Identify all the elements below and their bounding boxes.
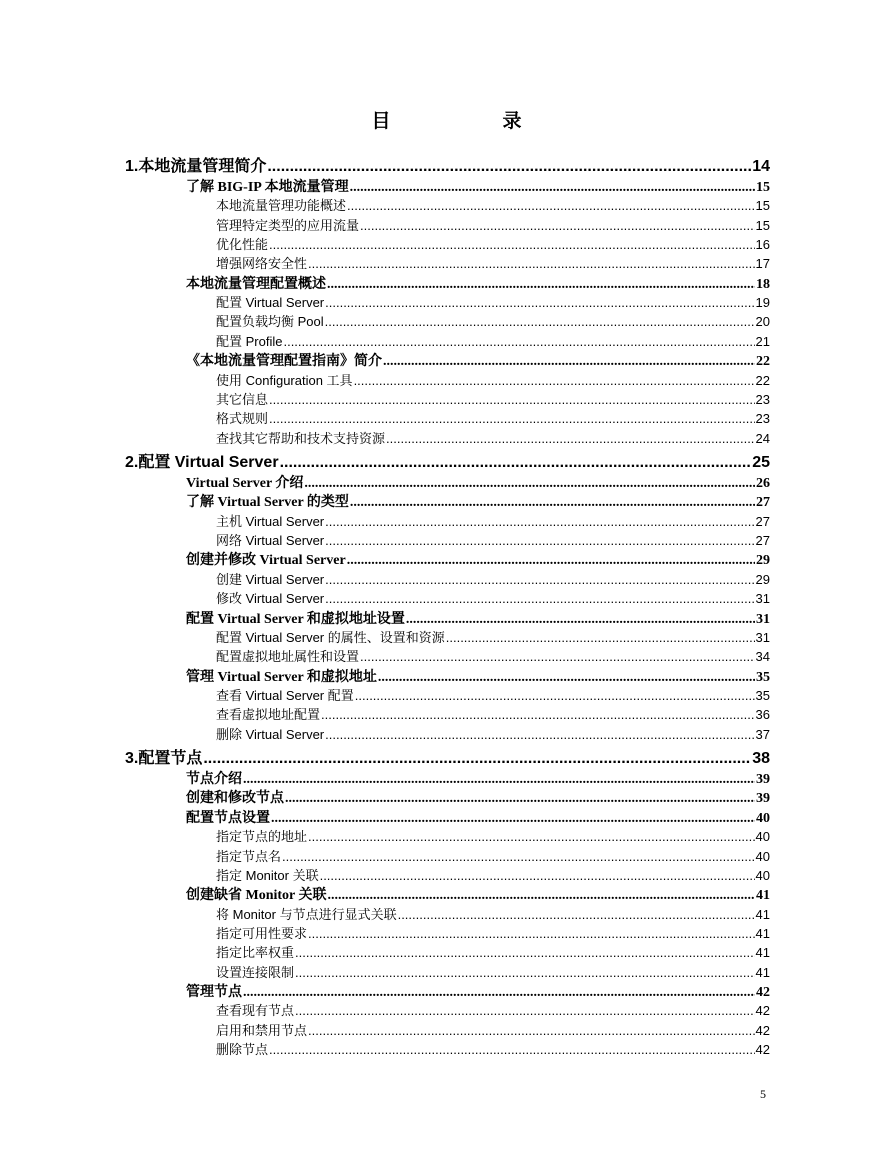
toc-entry-page: 42 [755, 1003, 770, 1018]
toc-entry-level-3[interactable] [216, 253, 770, 272]
toc-entry-level-2[interactable] [186, 666, 770, 686]
toc-entry-label: 指定 Monitor 关联 [216, 868, 319, 883]
toc-entry-page: 42 [755, 1023, 770, 1038]
dot-leader [320, 868, 755, 883]
toc-entry-label: 配置 Profile [216, 334, 283, 349]
toc-entry-label: 管理 Virtual Server 和虚拟地址 [186, 670, 377, 685]
dot-leader [304, 476, 755, 492]
toc-entry-level-3[interactable] [216, 627, 770, 646]
toc-entry-page: 16 [755, 237, 770, 252]
toc-entry-page: 35 [756, 670, 770, 685]
toc-entry-label: 主机 Virtual Server [216, 514, 325, 529]
toc-entry-label: 配置虚拟地址属性和设置 [216, 649, 360, 664]
toc-entry-page: 17 [755, 256, 770, 271]
toc-entry-level-3[interactable] [216, 942, 770, 961]
toc-entry-label: 其它信息 [216, 392, 269, 407]
toc-entry-label: 本地流量管理配置概述 [186, 277, 326, 292]
toc-entry-page: 26 [756, 476, 770, 491]
toc-entry-level-3[interactable] [216, 904, 770, 923]
toc-entry-level-2[interactable] [186, 787, 770, 807]
toc-entry-level-2[interactable] [186, 884, 770, 904]
toc-entry-level-3[interactable] [216, 389, 770, 408]
toc-entry-label: 2.配置 Virtual Server [125, 454, 279, 471]
toc-entry-label: 本地流量管理功能概述 [216, 198, 347, 213]
toc-entry-label: 修改 Virtual Server [216, 591, 325, 606]
toc-entry-label: 3.配置节点 [125, 750, 203, 767]
dot-leader [269, 237, 755, 252]
toc-entry-label: 了解 BIG-IP 本地流量管理 [186, 180, 349, 195]
toc-entry-page: 21 [755, 334, 770, 349]
toc-entry-page: 40 [755, 829, 770, 844]
dot-leader [325, 727, 754, 742]
toc-entry-label: 格式规则 [216, 411, 269, 426]
toc-entry-label: Virtual Server 介绍 [186, 476, 304, 491]
dot-leader [308, 926, 755, 941]
toc-entry-level-2[interactable] [186, 549, 770, 569]
dot-leader [271, 811, 755, 827]
dot-leader [269, 392, 755, 407]
dot-leader [446, 630, 755, 645]
toc-entry-page: 31 [755, 630, 770, 645]
dot-leader [243, 772, 755, 788]
dot-leader [295, 945, 755, 960]
dot-leader [328, 888, 755, 904]
toc-entry-level-3[interactable] [216, 311, 770, 330]
toc-entry-level-1[interactable] [125, 745, 770, 768]
toc-entry-page: 39 [756, 791, 770, 806]
dot-leader [325, 295, 754, 310]
dot-leader [354, 373, 755, 388]
toc-entry-page: 31 [756, 612, 770, 627]
toc-entry-label: 查看虚拟地址配置 [216, 707, 321, 722]
toc-entry-label: 查找其它帮助和技术支持资源 [216, 431, 386, 446]
dot-leader [383, 354, 755, 370]
toc-entry-label: 设置连接限制 [216, 965, 295, 980]
toc-entry-label: 指定比率权重 [216, 945, 295, 960]
toc-entry-page: 40 [755, 868, 770, 883]
toc-entry-page: 41 [755, 945, 770, 960]
toc-entry-page: 19 [755, 295, 770, 310]
toc-entry-level-2[interactable] [186, 981, 770, 1001]
toc-entry-level-3[interactable] [216, 1000, 770, 1019]
toc-entry-level-3[interactable] [216, 331, 770, 350]
toc-entry-level-1[interactable] [125, 153, 770, 176]
toc-entry-label: 删除节点 [216, 1042, 269, 1057]
dot-leader [269, 1042, 755, 1057]
toc-entry-page: 41 [756, 888, 770, 903]
toc-entry-label: 指定节点名 [216, 849, 282, 864]
dot-leader [267, 158, 751, 176]
page-number: 5 [760, 1087, 766, 1101]
dot-leader [347, 553, 755, 569]
toc-entry-page: 42 [756, 985, 770, 1000]
dot-leader [347, 198, 755, 213]
toc-entry-label: 增强网络安全性 [216, 256, 308, 271]
dot-leader [282, 849, 755, 864]
toc-entry-page: 14 [752, 158, 770, 175]
dot-leader [203, 750, 751, 768]
toc-entry-label: 指定节点的地址 [216, 829, 308, 844]
dot-leader [378, 670, 755, 686]
toc-entry-label: 《本地流量管理配置指南》简介 [186, 354, 382, 369]
dot-leader [295, 1003, 755, 1018]
toc-entry-page: 18 [756, 277, 770, 292]
toc-entry-level-3[interactable] [216, 923, 770, 942]
toc-entry-level-2[interactable] [186, 273, 770, 293]
toc-entry-level-3[interactable] [216, 865, 770, 884]
dot-leader [295, 965, 755, 980]
toc-entry-level-3[interactable] [216, 1039, 770, 1058]
dot-leader [360, 649, 755, 664]
toc-entry-page: 23 [755, 392, 770, 407]
toc-entry-label: 1.本地流量管理简介 [125, 158, 267, 175]
toc-entry-label: 创建 Virtual Server [216, 572, 325, 587]
toc-entry-page: 38 [752, 750, 770, 767]
dot-leader [325, 572, 754, 587]
toc-entry-level-2[interactable] [186, 608, 770, 628]
toc-entry-page: 27 [755, 533, 770, 548]
toc-entry-level-3[interactable] [216, 962, 770, 981]
dot-leader [243, 985, 755, 1001]
toc-title [0, 106, 893, 133]
toc-entry-label: 将 Monitor 与节点进行显式关联 [216, 907, 397, 922]
toc-entry-level-3[interactable] [216, 685, 770, 704]
toc-entry-page: 20 [755, 314, 770, 329]
toc-entry-level-3[interactable] [216, 370, 770, 389]
toc-entry-level-3[interactable] [216, 428, 770, 447]
dot-leader [406, 612, 755, 628]
toc-entry-label: 查看 Virtual Server 配置 [216, 688, 354, 703]
toc-entry-page: 22 [755, 373, 770, 388]
toc-entry-label: 查看现有节点 [216, 1003, 295, 1018]
toc-entry-level-3[interactable] [216, 511, 770, 530]
toc-entry-level-3[interactable] [216, 408, 770, 427]
toc-entry-level-2[interactable] [186, 472, 770, 492]
toc-entry-label: 管理节点 [186, 985, 242, 1000]
toc-entry-label: 节点介绍 [186, 772, 242, 787]
toc-entry-level-3[interactable] [216, 195, 770, 214]
toc-title-char-2: 录 [502, 110, 522, 132]
dot-leader [308, 256, 755, 271]
toc-entry-level-1[interactable] [125, 449, 770, 472]
toc-entry-level-3[interactable] [216, 704, 770, 723]
toc-entry-level-3[interactable] [216, 724, 770, 743]
dot-leader [350, 180, 755, 196]
toc-entry-page: 37 [755, 727, 770, 742]
toc-entry-level-3[interactable] [216, 588, 770, 607]
toc-entry-page: 31 [755, 591, 770, 606]
dot-leader [269, 411, 755, 426]
toc-entry-label: 配置节点设置 [186, 811, 270, 826]
toc-entry-level-3[interactable] [216, 569, 770, 588]
toc-entry-label: 配置 Virtual Server 和虚拟地址设置 [186, 612, 405, 627]
toc-entry-label: 配置负载均衡 Pool [216, 314, 324, 329]
toc-entry-page: 27 [755, 514, 770, 529]
dot-leader [283, 334, 754, 349]
toc-entry-level-3[interactable] [216, 530, 770, 549]
toc-entry-label: 启用和禁用节点 [216, 1023, 308, 1038]
dot-leader [355, 688, 755, 703]
toc-entry-page: 29 [756, 553, 770, 568]
toc-entry-page: 15 [755, 198, 770, 213]
toc-entry-page: 25 [752, 454, 770, 471]
toc-title-char-1: 目 [371, 110, 391, 132]
dot-leader [398, 907, 755, 922]
toc-entry-level-3[interactable] [216, 846, 770, 865]
toc-entry-level-3[interactable] [216, 215, 770, 234]
dot-leader [360, 218, 755, 233]
toc-entry-label: 使用 Configuration 工具 [216, 373, 353, 388]
toc-entry-label: 指定可用性要求 [216, 926, 308, 941]
toc-entry-level-2[interactable] [186, 807, 770, 827]
toc-entry-page: 42 [755, 1042, 770, 1057]
toc-entry-page: 40 [755, 849, 770, 864]
toc-entry-page: 24 [755, 431, 770, 446]
dot-leader [325, 514, 754, 529]
toc-entry-level-2[interactable] [186, 350, 770, 370]
dot-leader [325, 591, 754, 606]
toc-entry-label: 配置 Virtual Server [216, 295, 325, 310]
toc-entry-level-2[interactable] [186, 176, 770, 196]
toc-entry-label: 管理特定类型的应用流量 [216, 218, 360, 233]
toc-entry-label: 创建缺省 Monitor 关联 [186, 888, 327, 903]
dot-leader [327, 277, 755, 293]
toc-entry-page: 22 [756, 354, 770, 369]
toc-entry-page: 41 [755, 926, 770, 941]
dot-leader [321, 707, 755, 722]
dot-leader [386, 431, 755, 446]
toc-entry-page: 34 [755, 649, 770, 664]
toc-entry-page: 29 [755, 572, 770, 587]
toc-entry-label: 优化性能 [216, 237, 269, 252]
toc-entry-page: 15 [755, 218, 770, 233]
toc-entry-label: 创建和修改节点 [186, 791, 284, 806]
dot-leader [350, 495, 755, 511]
toc-entry-label: 了解 Virtual Server 的类型 [186, 495, 349, 510]
toc-entry-page: 40 [756, 811, 770, 826]
toc-entry-level-3[interactable] [216, 1020, 770, 1039]
dot-leader [285, 791, 755, 807]
toc-entry-page: 41 [755, 907, 770, 922]
toc-entry-page: 27 [756, 495, 770, 510]
toc-entry-label: 网络 Virtual Server [216, 533, 325, 548]
toc-entry-page: 23 [755, 411, 770, 426]
toc-entry-page: 39 [756, 772, 770, 787]
toc-entry-level-3[interactable] [216, 646, 770, 665]
dot-leader [280, 454, 752, 472]
toc-entry-page: 35 [755, 688, 770, 703]
dot-leader [325, 314, 755, 329]
toc-entry-level-3[interactable] [216, 292, 770, 311]
toc-entry-page: 36 [755, 707, 770, 722]
toc-entry-page: 15 [756, 180, 770, 195]
dot-leader [308, 829, 755, 844]
toc-entry-level-2[interactable] [186, 491, 770, 511]
toc-entry-label: 配置 Virtual Server 的属性、设置和资源 [216, 630, 445, 645]
toc-entry-level-3[interactable] [216, 234, 770, 253]
toc-entry-label: 删除 Virtual Server [216, 727, 325, 742]
dot-leader [325, 533, 754, 548]
dot-leader [308, 1023, 755, 1038]
toc-entry-label: 创建并修改 Virtual Server [186, 553, 346, 568]
toc-entry-page: 41 [755, 965, 770, 980]
toc-entry-level-3[interactable] [216, 826, 770, 845]
toc-entry-level-2[interactable] [186, 768, 770, 788]
